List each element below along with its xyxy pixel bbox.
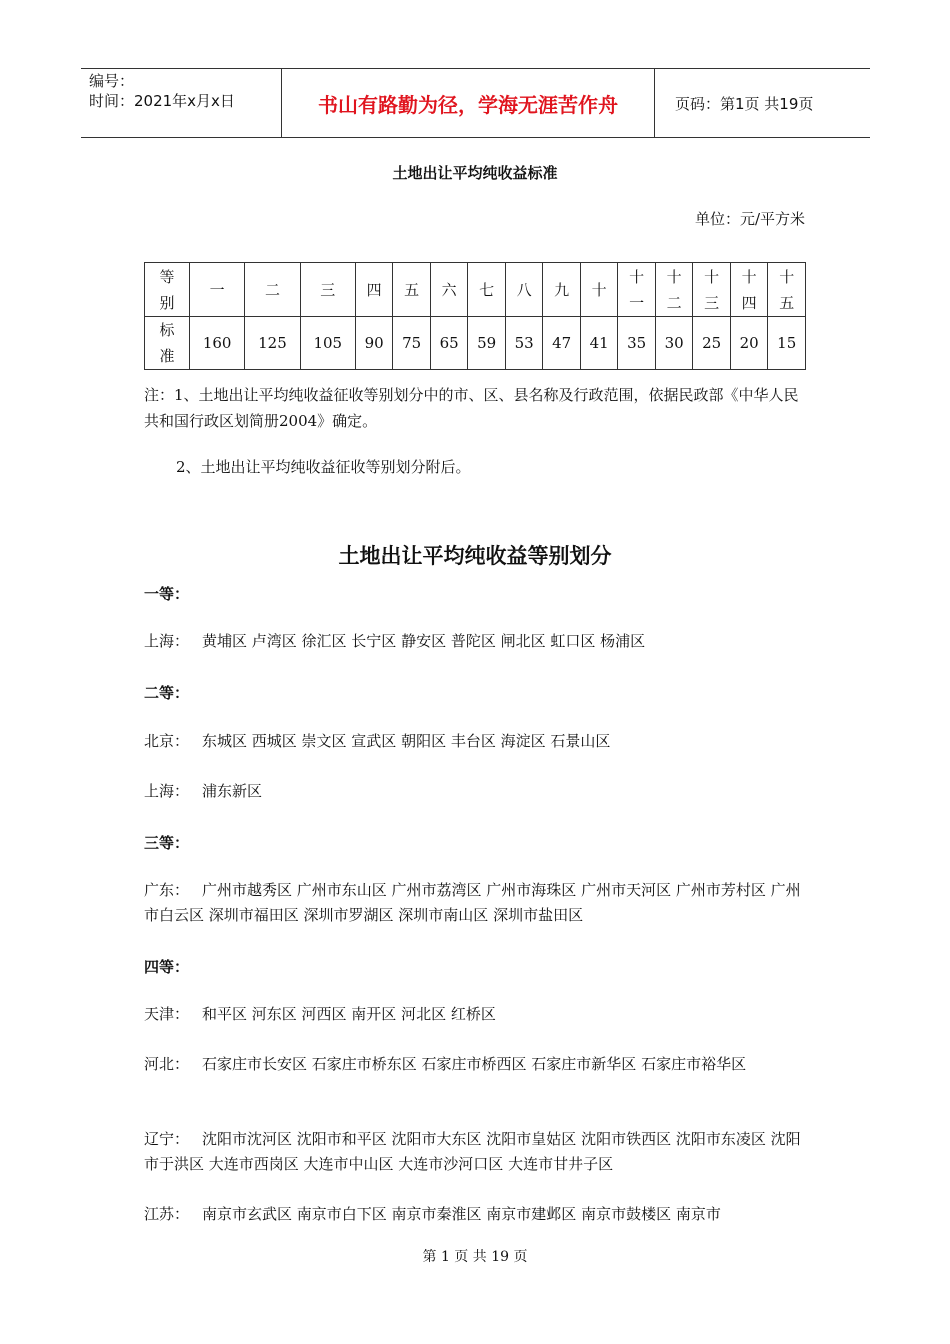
header-page-info [665,69,870,137]
value-cell: 25 [693,317,731,370]
province-label: 北京： [144,732,190,750]
province-label: 天津： [144,1005,190,1023]
grade-row [145,263,806,317]
grade-cell: 四 [355,263,393,317]
grade-cell: 十 一 [618,263,656,317]
value-cell: 30 [655,317,693,370]
document-title: 土地出让平均纯收益标准 [392,164,558,182]
district-list: 东城区 西城区 崇文区 宣武区 朝阳区 丰台区 海淀区 石景山区 [202,732,611,750]
note-1: 注：1、土地出让平均纯收益征收等别划分中的市、区、县名称及行政范围，依据民政部《中华人民共和国行政区划简册2004》确定。 [144,386,799,430]
grade-cell: 十 五 [768,263,806,317]
value-cell: 35 [618,317,656,370]
grade-header-cell: 等 别 [145,263,190,317]
province-label: 上海： [144,782,190,800]
entry-liaoning [144,1127,806,1177]
grade-heading-3: 三等： [144,834,190,852]
province-label: 辽宁： [144,1130,190,1148]
grade-cell: 七 [468,263,506,317]
grade-cell: 九 [543,263,581,317]
grade-cell: 一 [190,263,245,317]
header-meta [81,69,282,137]
section-title: 土地出让平均纯收益等别划分 [338,544,612,568]
header-motto: 书山有路勤为径，学海无涯苦作舟 [282,69,655,137]
value-cell: 160 [190,317,245,370]
entry-shanghai-1 [144,629,806,654]
value-cell: 75 [393,317,431,370]
value-cell: 105 [300,317,355,370]
value-cell: 41 [580,317,618,370]
entry-beijing [144,729,806,754]
value-cell: 53 [505,317,543,370]
grade-heading-4: 四等： [144,958,190,976]
grade-cell: 十 三 [693,263,731,317]
district-list: 广州市越秀区 广州市东山区 广州市荔湾区 广州市海珠区 广州市天河区 广州市芳村区 广州市白云区 深圳市福田区 深圳市罗湖区 深圳市南山区 深圳市盐田区 [144,881,801,924]
grade-cell: 三 [300,263,355,317]
grade-heading-1: 一等： [144,585,190,603]
entry-shanghai-2 [144,779,806,804]
unit-label: 单位：元/平方米 [694,210,805,228]
grade-cell: 十 二 [655,263,693,317]
value-row [145,317,806,370]
district-list: 南京市玄武区 南京市白下区 南京市秦淮区 南京市建邺区 南京市鼓楼区 南京市 [202,1205,721,1223]
value-cell: 59 [468,317,506,370]
grade-cell: 五 [393,263,431,317]
district-list: 石家庄市长安区 石家庄市桥东区 石家庄市桥西区 石家庄市新华区 石家庄市裕华区 [202,1055,747,1073]
value-cell: 65 [430,317,468,370]
grade-heading-2: 二等： [144,684,190,702]
value-cell: 125 [245,317,300,370]
page-info-text: 页码：第1页 共19页 [675,94,814,113]
value-cell: 47 [543,317,581,370]
grade-cell: 二 [245,263,300,317]
standards-table [144,262,806,370]
grade-cell: 六 [430,263,468,317]
entry-tianjin [144,1002,806,1027]
page-footer: 第 1 页 共 19 页 [422,1249,528,1265]
district-list: 沈阳市沈河区 沈阳市和平区 沈阳市大东区 沈阳市皇姑区 沈阳市铁西区 沈阳市东凌区 沈阳市于洪区 大连市西岗区 大连市中山区 大连市沙河口区 大连市甘井子区 [144,1130,801,1173]
page-header [81,68,870,138]
value-cell: 90 [355,317,393,370]
value-cell: 15 [768,317,806,370]
time-label: 时间：2021年x月x日 [89,92,235,110]
district-list: 和平区 河东区 河西区 南开区 河北区 红桥区 [202,1005,496,1023]
district-list: 浦东新区 [202,782,263,800]
value-cell: 20 [730,317,768,370]
note-2: 2、土地出让平均纯收益征收等别划分附后。 [176,458,471,476]
entry-guangdong [144,878,806,928]
code-label: 编号： [89,72,135,90]
province-label: 河北： [144,1055,190,1073]
value-header-cell: 标 准 [145,317,190,370]
entry-jiangsu [144,1202,806,1227]
province-label: 江苏： [144,1205,190,1223]
grade-cell: 八 [505,263,543,317]
grade-cell: 十 [580,263,618,317]
province-label: 广东： [144,881,190,899]
province-label: 上海： [144,632,190,650]
grade-cell: 十 四 [730,263,768,317]
entry-hebei [144,1052,806,1077]
district-list: 黄埔区 卢湾区 徐汇区 长宁区 静安区 普陀区 闸北区 虹口区 杨浦区 [202,632,646,650]
